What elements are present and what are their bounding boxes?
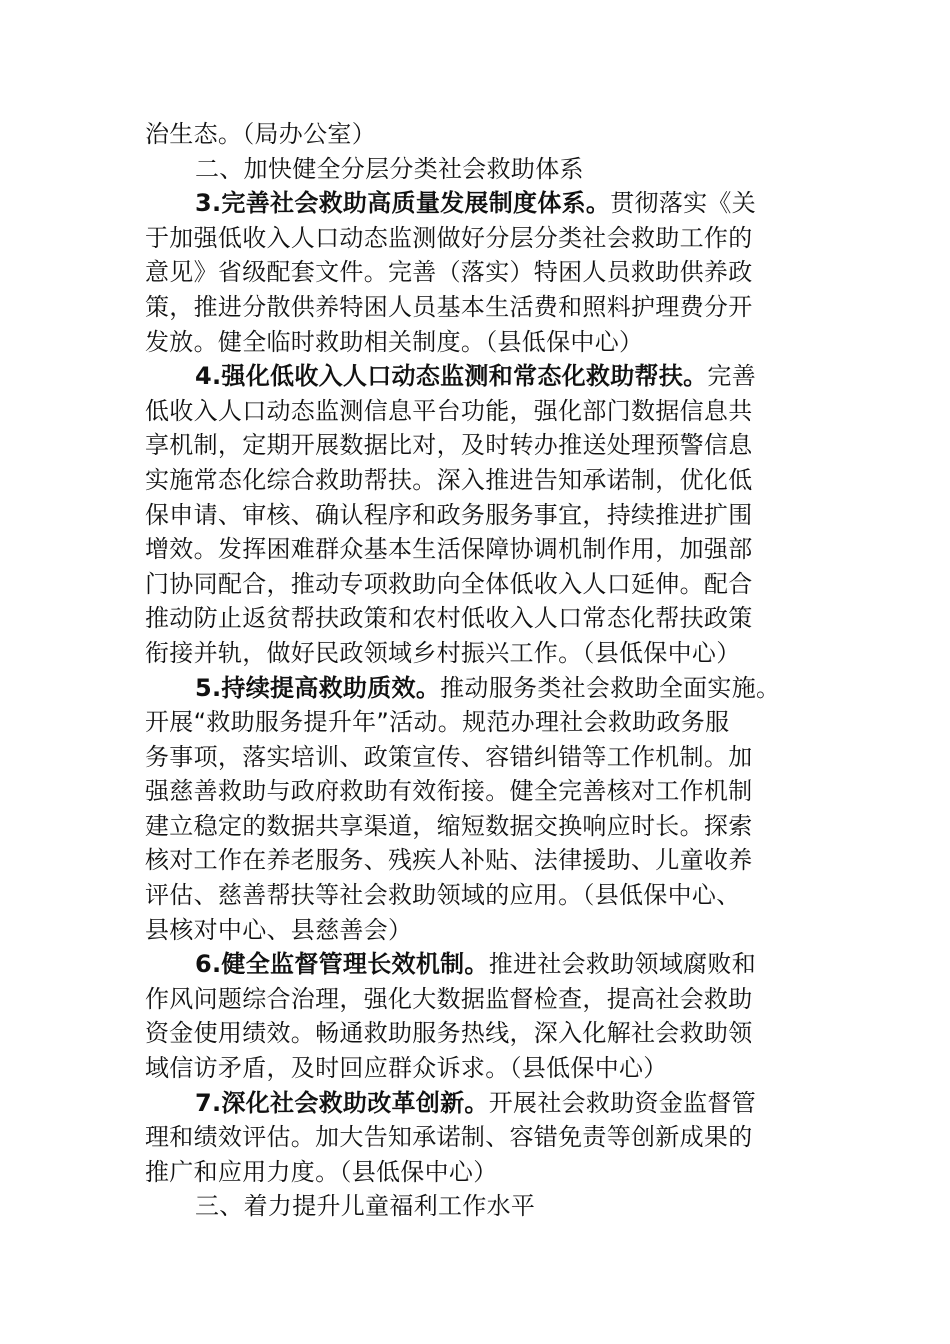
line-text: 开展社会救助资金监督管 [488,1088,757,1117]
text-line [145,878,817,913]
text-line [145,947,817,982]
text-line [145,152,817,187]
line-text: 作风问题综合治理，强化大数据监督检查，提高社会救助 [145,984,753,1013]
line-text: 理和绩效评估。加大告知承诺制、容错免责等创新成果的 [145,1123,753,1152]
line-text: 享机制，定期开展数据比对，及时转办推送处理预警信息 [145,431,753,460]
text-line [145,325,817,360]
text-line [145,567,817,602]
text-line [145,532,817,567]
text-line [145,1120,817,1155]
line-text: 推动防止返贫帮扶政策和农村低收入人口常态化帮扶政策 [145,604,753,633]
text-line [145,1189,817,1224]
text-line [145,428,817,463]
text-line [145,1086,817,1121]
line-text: 治生态。（局办公室） [145,120,376,148]
text-line [145,671,817,706]
text-line [145,255,817,290]
text-line [145,1016,817,1051]
text-line [145,186,817,221]
text-line [145,982,817,1017]
line-text: 县核对中心、县慈善会） [145,915,413,944]
line-text: 评估、慈善帮扶等社会救助领域的应用。（县低保中心、 [145,881,741,910]
text-line [145,1155,817,1190]
line-text: 发放。健全临时救助相关制度。（县低保中心） [145,327,644,356]
line-text: 实施常态化综合救助帮扶。深入推进告知承诺制，优化低 [145,465,753,494]
text-line [145,221,817,256]
line-text: 推广和应用力度。（县低保中心） [145,1157,498,1186]
item-heading: 3.完善社会救助高质量发展制度体系。 [195,189,611,218]
item-heading: 5.持续提高救助质效。 [195,673,441,702]
text-line [145,290,817,325]
line-text: 门协同配合，推动专项救助向全体低收入人口延伸。配合 [145,569,753,598]
line-text: 务事项，落实培训、政策宣传、容错纠错等工作机制。加 [145,742,753,771]
text-line [145,117,817,152]
line-text: 强慈善救助与政府救助有效衔接。健全完善核对工作机制 [145,777,753,806]
item-heading: 4.强化低收入人口动态监测和常态化救助帮扶。 [195,362,708,391]
text-line [145,913,817,948]
text-line [145,774,817,809]
line-text: 域信访矛盾，及时回应群众诉求。（县低保中心） [145,1054,668,1083]
line-text: 二、加快健全分层分类社会救助体系 [195,154,584,183]
line-text: 建立稳定的数据共享渠道，缩短数据交换响应时长。探索 [145,811,753,840]
line-text: 策，推进分散供养特困人员基本生活费和照料护理费分开 [145,292,753,321]
text-line [145,463,817,498]
line-text: 低收入人口动态监测信息平台功能，强化部门数据信息共 [145,396,753,425]
line-text: 贯彻落实《关 [610,189,757,218]
text-line [145,843,817,878]
document-body [145,117,817,1224]
text-line [145,1051,817,1086]
text-line [145,394,817,429]
line-text: 保申请、审核、确认程序和政务服务事宜，持续推进扩围 [145,500,753,529]
text-line [145,359,817,394]
line-text: 增效。发挥困难群众基本生活保障协调机制作用，加强部 [145,535,753,564]
item-heading: 7.深化社会救助改革创新。 [195,1088,489,1117]
line-text: 推进社会救助领域腐败和 [488,950,757,979]
line-text: 意见》省级配套文件。完善（落实）特困人员救助供养政 [145,258,753,287]
text-line [145,705,817,740]
item-heading: 6.健全监督管理长效机制。 [195,950,489,979]
text-line [145,809,817,844]
line-text: 推动服务类社会救助全面实施。 [440,673,781,702]
line-text: 于加强低收入人口动态监测做好分层分类社会救助工作的 [145,223,753,252]
line-text: 核对工作在养老服务、残疾人补贴、法律援助、儿童收养 [145,846,753,875]
text-line [145,636,817,671]
line-text: 资金使用绩效。畅通救助服务热线，深入化解社会救助领 [145,1019,753,1048]
text-line [145,740,817,775]
line-text: 完善 [707,362,757,391]
line-text: 开展“救助服务提升年”活动。规范办理社会救助政务服 [145,708,730,737]
line-text: 衔接并轨，做好民政领域乡村振兴工作。（县低保中心） [145,638,741,667]
text-line [145,601,817,636]
text-line [145,498,817,533]
line-text: 三、着力提升儿童福利工作水平 [195,1192,536,1221]
